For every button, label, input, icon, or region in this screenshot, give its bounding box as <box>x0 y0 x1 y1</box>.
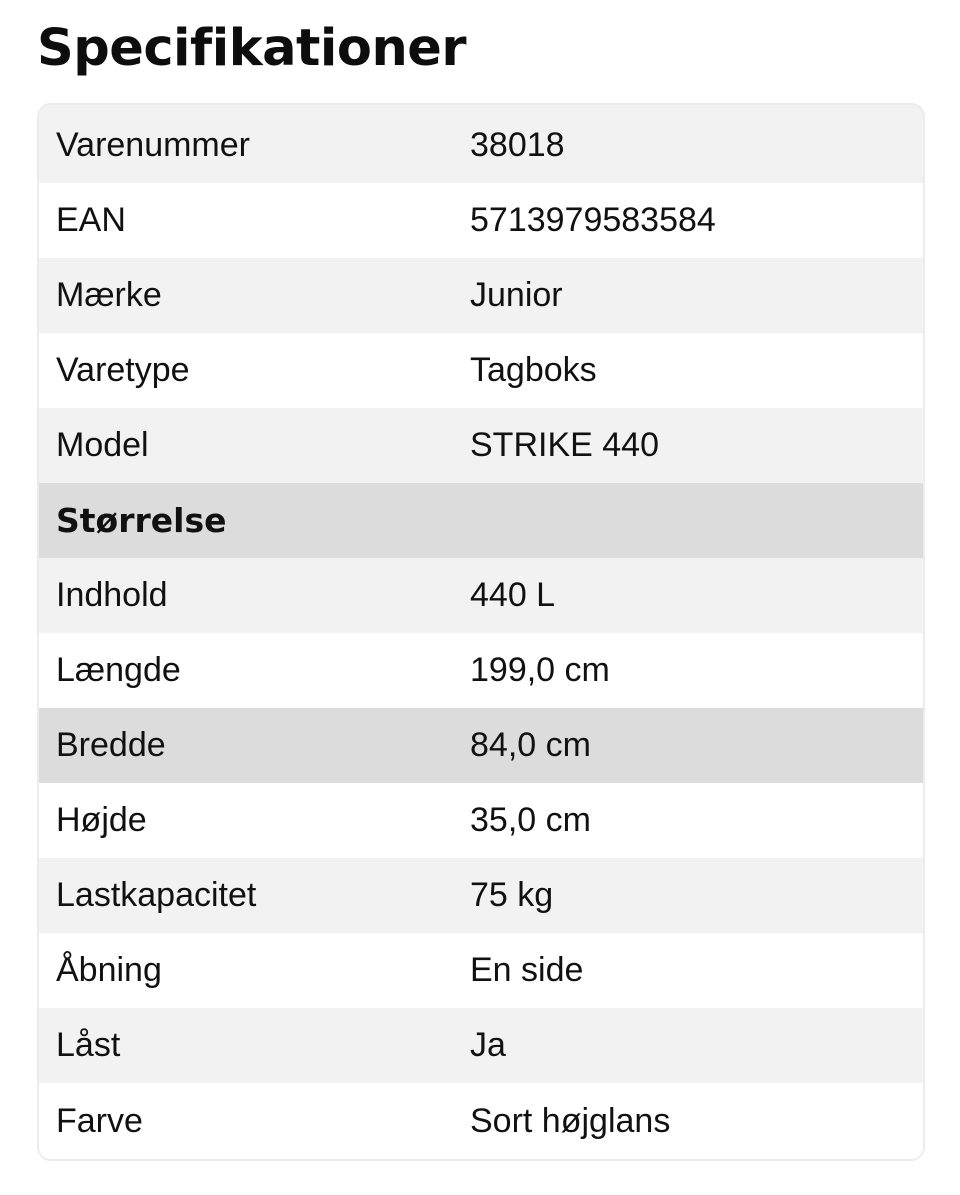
spec-row-maerke <box>39 258 923 333</box>
spec-row-farve <box>39 1083 923 1159</box>
spec-section-header-stoerrelse <box>39 483 923 558</box>
spec-value: Sort højglans <box>470 1101 671 1140</box>
spec-label: Indhold <box>56 576 168 614</box>
spec-label: Højde <box>56 801 147 839</box>
spec-value: 5713979583584 <box>470 201 716 239</box>
spec-row-ean <box>39 183 923 258</box>
spec-value: 75 kg <box>470 876 554 914</box>
spec-row-varenummer <box>39 105 923 183</box>
spec-label: Farve <box>56 1101 143 1140</box>
spec-label: Lastkapacitet <box>56 876 257 914</box>
spec-value: En side <box>470 951 584 989</box>
spec-value: 440 L <box>470 576 556 614</box>
spec-value: 38018 <box>470 126 565 164</box>
spec-label: Model <box>56 426 149 464</box>
spec-row-indhold <box>39 558 923 633</box>
spec-row-lastkapacitet <box>39 858 923 933</box>
spec-row-varetype <box>39 333 923 408</box>
spec-label: Mærke <box>56 276 162 314</box>
spec-row-laast <box>39 1008 923 1083</box>
spec-value: 84,0 cm <box>470 726 591 764</box>
spec-row-model <box>39 408 923 483</box>
spec-value: 199,0 cm <box>470 651 610 689</box>
spec-value: Ja <box>470 1026 506 1064</box>
spec-label: Låst <box>56 1026 121 1064</box>
spec-value: Tagboks <box>470 351 597 389</box>
spec-value: Junior <box>470 276 563 314</box>
spec-label: Bredde <box>56 726 166 764</box>
spec-row-aabning <box>39 933 923 1008</box>
spec-label: Varenummer <box>56 126 250 164</box>
spec-label: Længde <box>56 651 181 689</box>
spec-row-laengde <box>39 633 923 708</box>
page-title: Specifikationer <box>37 19 466 78</box>
specifications-table <box>37 103 925 1161</box>
spec-label: Varetype <box>56 351 190 389</box>
spec-label: Åbning <box>56 951 162 989</box>
spec-value: STRIKE 440 <box>470 426 659 464</box>
spec-row-hoejde <box>39 783 923 858</box>
spec-label: EAN <box>56 201 126 239</box>
spec-row-bredde <box>39 708 923 783</box>
spec-value: 35,0 cm <box>470 801 591 839</box>
section-title: Størrelse <box>56 501 227 540</box>
